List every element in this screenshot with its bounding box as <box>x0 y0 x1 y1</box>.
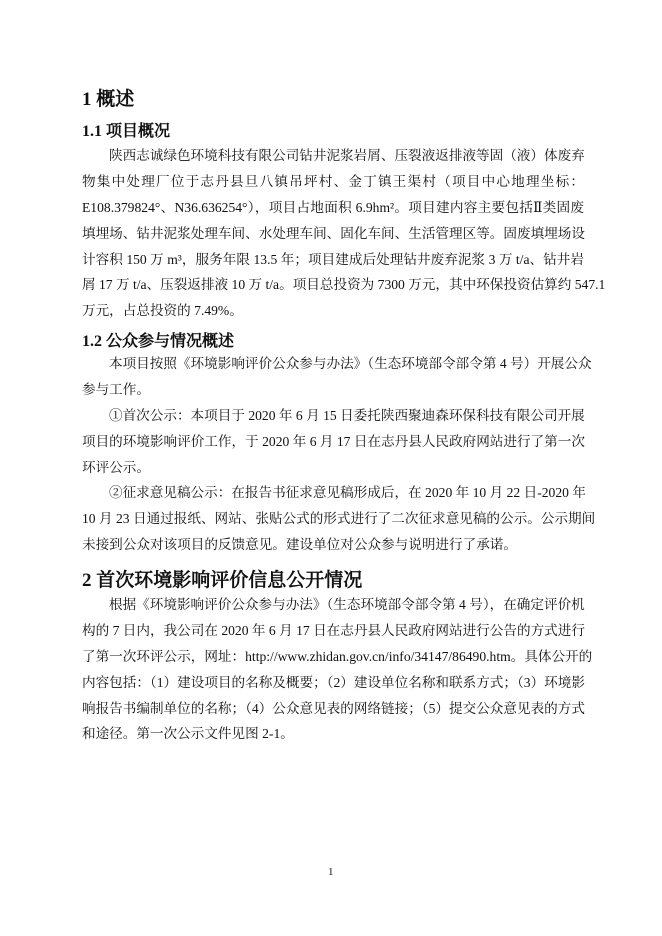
heading-1-1-project-overview: 1.1 项目概况 <box>82 123 171 140</box>
text-line: ①首次公示：本项目于 2020 年 6 月 15 日委托陕西聚迪森环保科技有限公司开展 <box>109 408 585 423</box>
text-line: ②征求意见稿公示：在报告书征求意见稿形成后，在 2020 年 10 月 22 日-2020 年 <box>109 485 586 500</box>
text-line: 万元，占总投资的 7.49%。 <box>82 303 243 319</box>
text-line: 填埋场、钻井泥浆处理车间、水处理车间、固化车间、生活管理区等。固废填埋场设 <box>82 225 585 241</box>
text-line: 参与工作。 <box>82 381 150 397</box>
text-line: 10 月 23 日通过报纸、网站、张贴公式的形式进行了二次征求意见稿的公示。公示期间 <box>82 510 596 526</box>
text-line: 了第一次环评公示，网址：http://www.zhidan.gov.cn/info/34147/86490.htm。具体公开的 <box>82 648 593 664</box>
text-line: 本项目按照《环境影响评价公众参与办法》（生态环境部令部令第 4 号）开展公众 <box>109 356 592 371</box>
text-line: E108.379824°、N36.636254°），项目占地面积 6.9hm²。项目建内容主要包括Ⅱ类固废 <box>82 199 584 215</box>
text-line: 屑 17 万 t/a、压裂返排液 10 万 t/a。项目总投资为 7300 万元，其中环保投资估算约 547.1 <box>82 277 606 293</box>
heading-1-2-public-participation: 1.2 公众参与情况概述 <box>82 333 235 350</box>
text-line: 构的 7 日内，我公司在 2020 年 6 月 17 日在志丹县人民政府网站进行公告的方式进行 <box>82 622 585 638</box>
text-line: 计容积 150 万 m³，服务年限 13.5 年；项目建成后处理钻井废弃泥浆 3 万 t/a、钻井岩 <box>82 251 584 267</box>
text-line: 根据《环境影响评价公众参与办法》（生态环境部令部令第 4 号），在确定评价机 <box>109 597 585 612</box>
paragraph-draft-notice <box>82 480 596 558</box>
heading-1-overview: 1 概述 <box>82 89 135 110</box>
paragraph-first-disclosure <box>82 592 593 747</box>
text-line: 项目的环境影响评价工作，于 2020 年 6 月 17 日在志丹县人民政府网站进行了第一次 <box>82 433 585 449</box>
paragraph-first-notice <box>82 403 584 481</box>
text-line: 响报告书编制单位的名称；（4）公众意见表的网络链接；（5）提交公众意见表的方式 <box>82 700 585 716</box>
text-line: 物集中处理厂位于志丹县旦八镇吊坪村、金丁镇王渠村（项目中心地理坐标： <box>82 173 584 189</box>
text-line: 环评公示。 <box>82 459 150 475</box>
text-line: 内容包括：（1）建设项目的名称及概要；（2）建设单位名称和联系方式；（3）环境影 <box>82 674 585 690</box>
paragraph-project-overview <box>82 143 606 324</box>
text-line: 和途径。第一次公示文件见图 2-1。 <box>82 726 294 742</box>
text-line: 未接到公众对该项目的反馈意见。建设单位对公众参与说明进行了承诺。 <box>82 536 517 552</box>
page-number: 1 <box>328 866 334 878</box>
heading-2-first-disclosure: 2 首次环境影响评价信息公开情况 <box>82 570 363 591</box>
text-line: 陕西志诚绿色环境科技有限公司钻井泥浆岩屑、压裂液返排液等固（液）体废弃 <box>109 148 585 163</box>
paragraph-participation-intro <box>82 351 592 403</box>
